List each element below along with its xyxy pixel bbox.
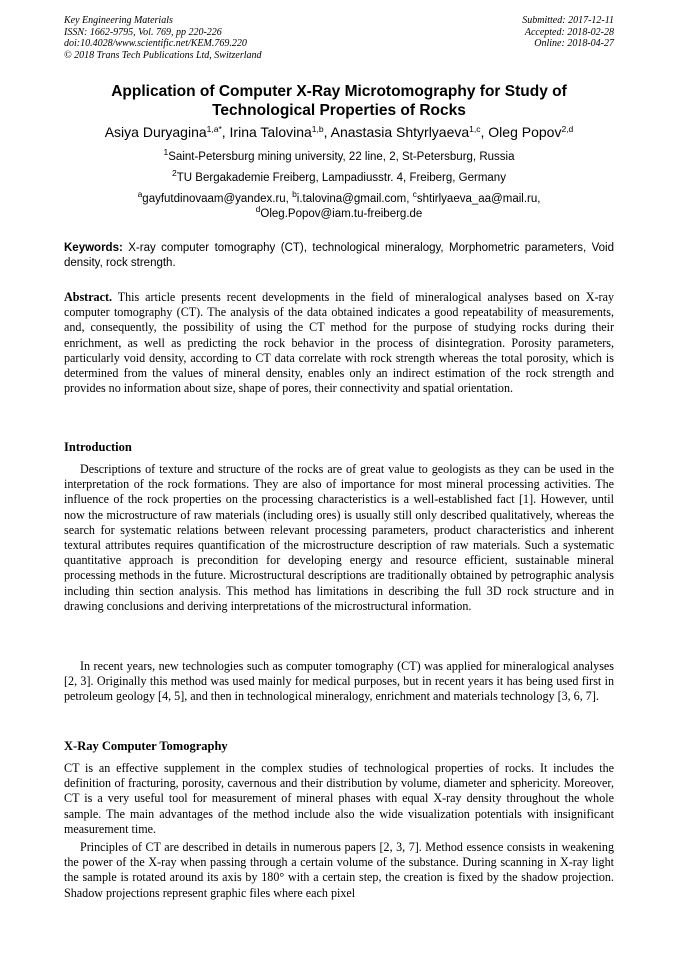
accepted-date: Accepted: 2018-02-28 — [524, 26, 614, 38]
abstract — [64, 290, 614, 396]
author-name: Irina Talovina — [229, 124, 312, 140]
affiliation-text: TU Bergakademie Freiberg, Lampadiusstr. 4, Freiberg, Germany — [176, 172, 506, 184]
affiliation-mark: 2 — [172, 168, 177, 178]
author-affiliation-mark: 1,b — [311, 124, 324, 134]
paragraph: Descriptions of texture and structure of the rocks are of great value to geologists as they can be used in the interpretation of the rock formations. They are also of importance for most mineral processing activities. The influence of the rock properties on the processing characteristics is a well-established fact [1]. However, until now the microstructure of raw materials (including ores) is usually still only described qualitatively, whereas the search for systematic relations between relevant processing parameters, product characteristics and inherent textural attributes requires quantification of the microstructure description of raw materials. Such a systematic quantitative approach is precondition for developing energy and resource efficient, sustainable mineral processing methods in the future. Microstructural descriptions are traditionally obtained by petrographic analysis including thin section analysis. This method has limitations in describing the full 3D rock structure and in drawing conclusions and deriving interpretations of the microstructural information. — [64, 462, 614, 613]
keywords-text: X-ray computer tomography (CT), technological mineralogy, Morphometric parameters, Void density, rock strength. — [64, 242, 614, 269]
online-date: Online: 2018-04-27 — [534, 38, 614, 50]
copyright-line: © 2018 Trans Tech Publications Ltd, Switzerland — [64, 49, 262, 61]
email-mark: a — [137, 189, 143, 199]
email-address[interactable]: Oleg.Popov@iam.tu-freiberg.de — [260, 208, 423, 220]
email-address[interactable]: shtirlyaeva_aa@mail.ru, — [416, 193, 541, 205]
affiliation-mark: 1 — [163, 147, 169, 157]
author-name: Oleg Popov — [488, 124, 562, 140]
email-mark: b — [292, 189, 297, 199]
paragraph: CT is an effective supplement in the complex studies of technological properties of rocks. It includes the definition of fracturing, porosity, cavernous and their distribution by volume, diameter and sphericity. Moreover, CT is a very useful tool for measurement of mineral phases with equal X-ray density throughout the whole sample. The main advantages of the method include also the wide visualization potentials with insignificant measurement time. — [64, 761, 614, 836]
paper-title: Application of Computer X-Ray Microtomography for Study of Technological Properties of Rocks — [111, 83, 567, 119]
section-heading-xray-ct: X-Ray Computer Tomography — [64, 739, 228, 753]
doi-line[interactable]: doi:10.4028/www.scientific.net/KEM.769.220 — [64, 38, 247, 50]
email-mark: c — [412, 189, 417, 199]
author-list: Asiya Duryagina$^{1,a*}$, Irina Talovina$^{1,b}$, Anastasia Shtyrlyaeva$^{1,c}$, Oleg Popov$^{2,d}$ — [104, 124, 574, 140]
affiliation-text: Saint-Petersburg mining university, 22 line, 2, St-Petersburg, Russia — [168, 151, 515, 163]
paragraph: In recent years, new technologies such as computer tomography (CT) was applied for mineralogical analyses [2, 3]. Originally this method was used mainly for medical purposes, but in recent years it has being used first in petroleum geology [4, 5], and then in technological mineralogy, enrichment and materials technology [3, 6, 7]. — [64, 659, 614, 704]
issn-line: ISSN: 1662-9795, Vol. 769, pp 220-226 — [64, 26, 222, 38]
affiliation-2 — [64, 168, 614, 185]
author-name: Asiya Duryagina — [104, 124, 207, 140]
affiliation-1 — [64, 147, 614, 164]
journal-name: Key Engineering Materials — [64, 15, 173, 26]
author-affiliation-mark: 2,d — [561, 124, 574, 134]
author-emails — [64, 189, 614, 222]
keywords-label: Keywords: — [64, 242, 123, 254]
author-name: Anastasia Shtyrlyaeva — [330, 124, 470, 140]
submission-dates — [522, 15, 614, 50]
author-affiliation-mark: 1,c — [469, 124, 481, 134]
paragraph: Principles of CT are described in details in numerous papers [2, 3, 7]. Method essence consists in weakening the power of the X-ray when passing through a certain volume of the substance. During scanning in X-ray light the sample is rotated around its axis by 180° with a certain step, the creation is fixed by the shadow projection. Shadow projections represent graphic files where each pixel — [64, 840, 614, 900]
abstract-text: This article presents recent developments in the field of mineralogical analyses based on X-ray computer tomography (CT). The analysis of the data obtained indicates a good repeatability of measurements, and, consequently, the possibility of using the CT method for the purpose of studying rocks during their enrichment, as well as predicting the rock behavior in the process of disintegration. Porosity parameters, particularly void density, according to CT data correlate with rock strength whereas the total porosity, which is determined from the values of mineral density, enables only an indirect estimation of the rock strength and provides no information about size, shape of pores, their connectivity and spatial orientation. — [64, 290, 614, 396]
abstract-label: Abstract. — [64, 290, 113, 304]
journal-info — [64, 15, 262, 61]
email-mark: d — [255, 204, 261, 214]
author-affiliation-mark: 1,a* — [206, 124, 222, 134]
keywords — [64, 241, 614, 271]
email-address[interactable]: i.talovina@gmail.com, — [296, 193, 413, 205]
submitted-date: Submitted: 2017-12-11 — [522, 15, 614, 26]
email-address[interactable]: gayfutdinovaam@yandex.ru, — [142, 193, 293, 205]
section-heading-introduction: Introduction — [64, 440, 132, 454]
